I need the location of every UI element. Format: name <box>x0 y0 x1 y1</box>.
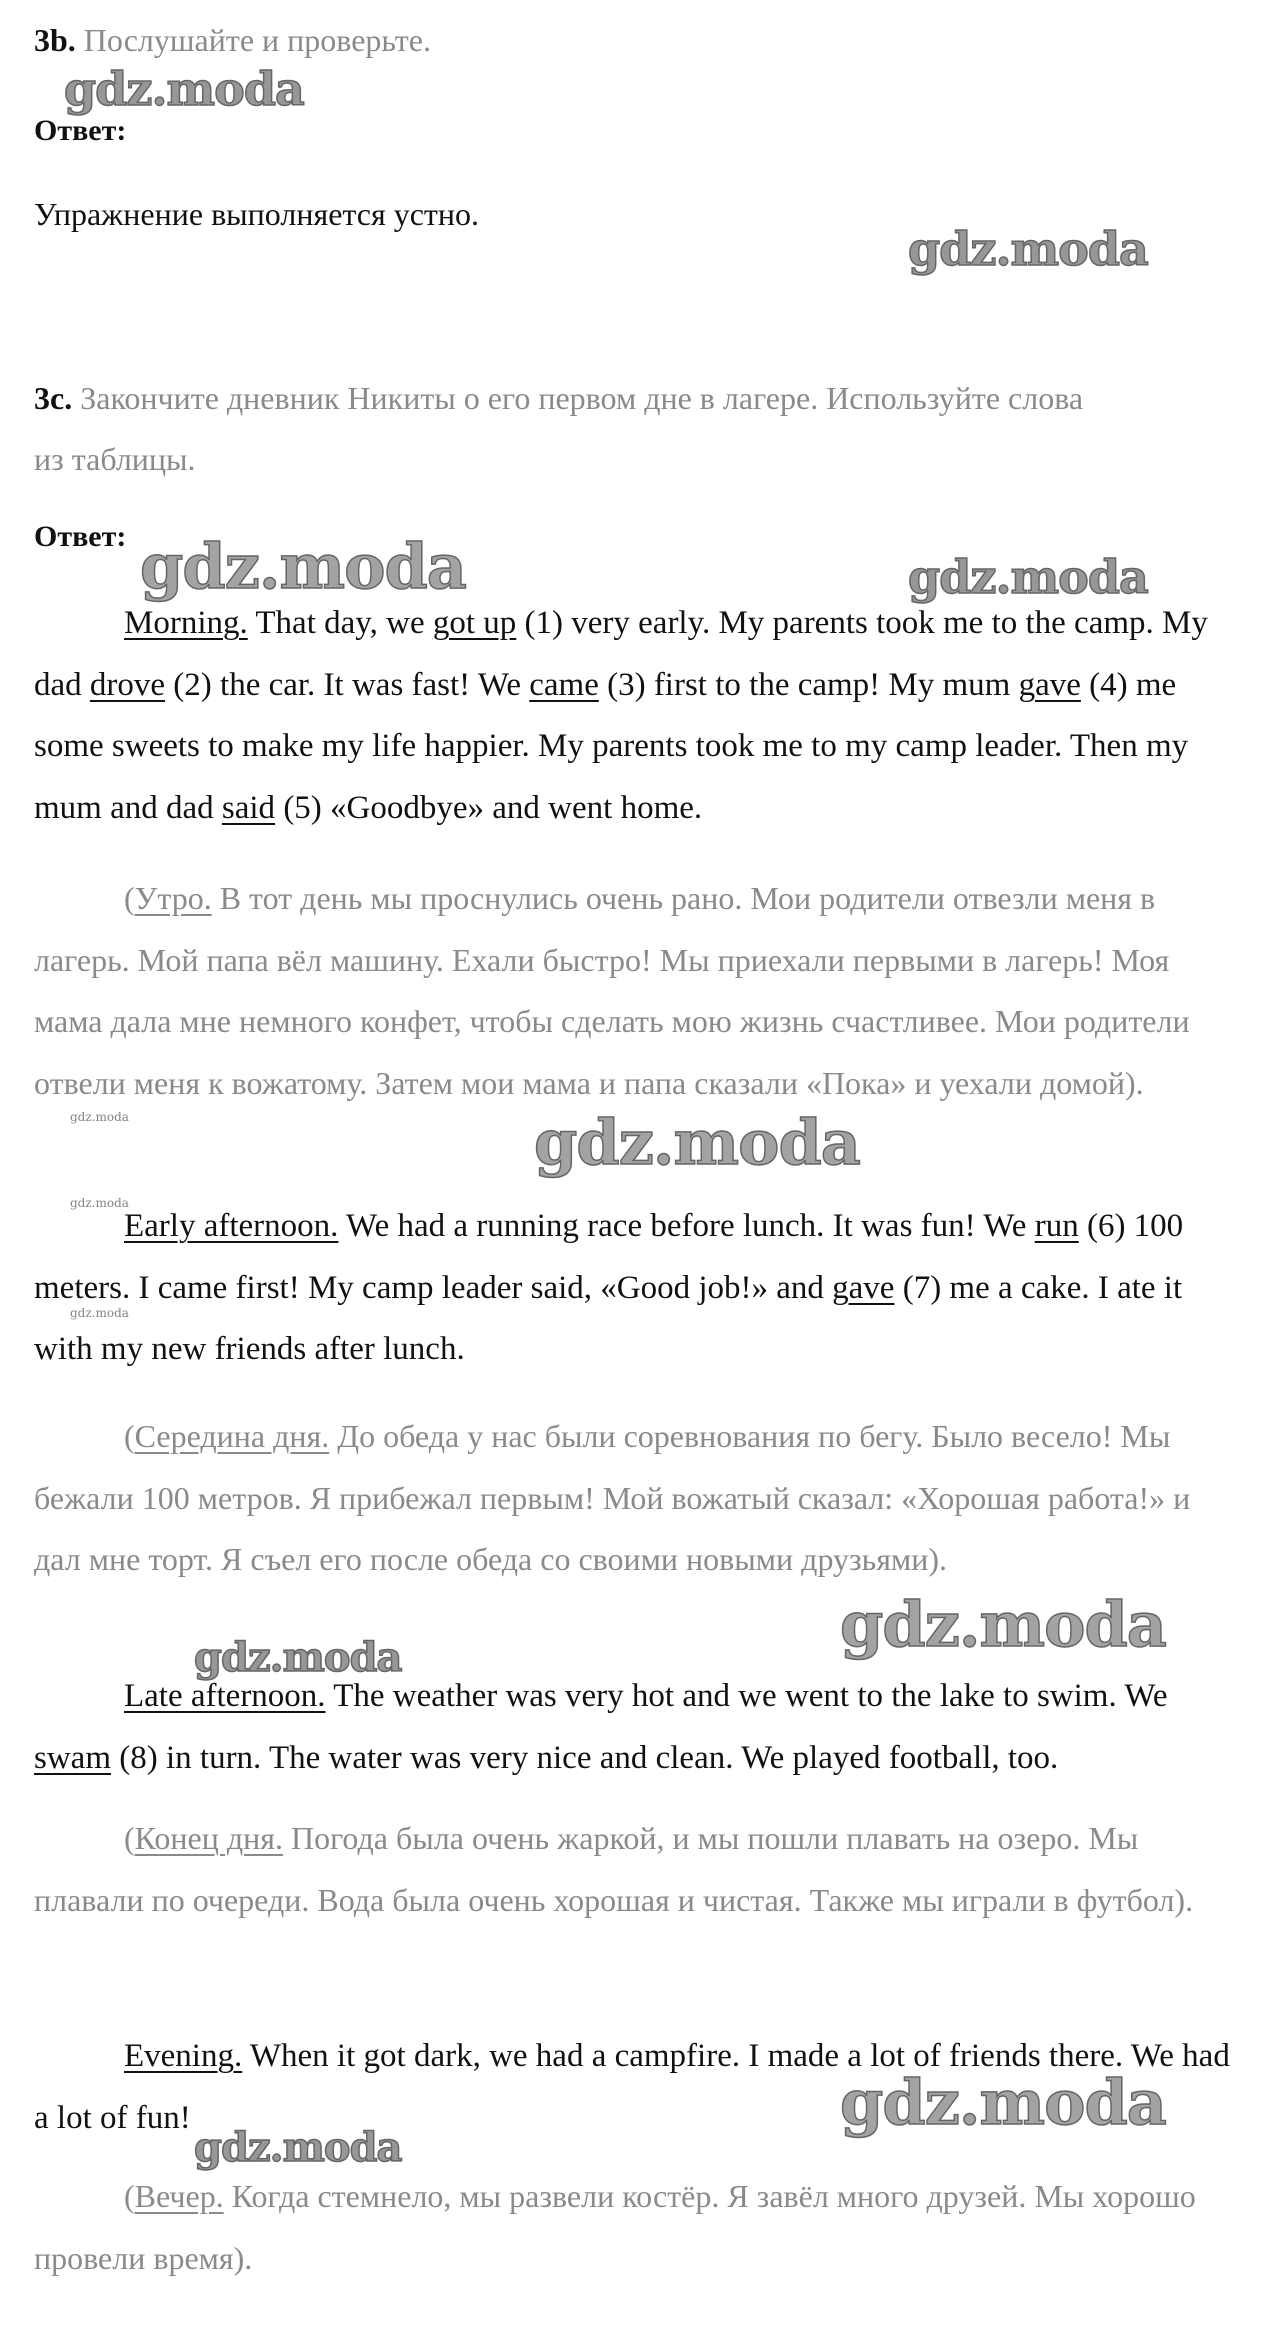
text: До обеда у нас были соревнования по бегу. Было весело! Мы бежали 100 метров. Я прибежал первым! Мой вожатый сказал: «Хорошая работа!» и дал мне торт. Я съел его после обеда со своими новыми друзьями). <box>34 1418 1191 1577</box>
answer-label: Ответ: <box>34 114 127 147</box>
task-text: Послушайте и проверьте. <box>83 22 431 58</box>
section-title: Morning. <box>124 605 248 641</box>
answer-word: gave <box>1018 666 1081 703</box>
answer-word: said <box>221 789 276 826</box>
text: (3) first to the camp! My mum <box>598 666 1019 703</box>
paragraph-morning-translation <box>34 868 1234 1114</box>
watermark: gdz.moda <box>64 62 304 116</box>
answer-word: got up <box>432 605 517 641</box>
paragraph-evening-translation <box>34 2166 1234 2289</box>
answer-word: came <box>529 666 599 703</box>
text: Когда стемнело, мы развели костёр. Я завёл много друзей. Мы хорошо провели время). <box>34 2178 1196 2276</box>
text: (4) me some sweets to make my life happier. My parents took me to my camp leader. Then my mum and dad <box>34 666 1189 826</box>
text: (5) «Goodbye» and went home. <box>275 789 703 826</box>
text: ( <box>124 1820 135 1856</box>
text: (8) in turn. The water was very nice and clean. We played football, too. <box>111 1739 1059 1776</box>
text: (2) the car. It was fast! We <box>165 666 530 703</box>
watermark: gdz.moda <box>70 1110 129 1124</box>
paragraph-early-afternoon-translation <box>34 1406 1234 1591</box>
section-title: Вечер. <box>134 2178 224 2214</box>
text: That day, we <box>247 605 433 641</box>
task-text-2: из таблицы. <box>34 441 196 477</box>
task-3b <box>34 20 431 60</box>
answer-word: run <box>1034 1208 1079 1244</box>
paragraph-late-afternoon <box>34 1666 1234 1789</box>
text: (7) me a cake. I ate it with my new friends after lunch. <box>34 1269 1183 1367</box>
task-number: 3c. <box>34 380 73 416</box>
watermark: gdz.moda <box>194 2124 402 2171</box>
text: Погода была очень жаркой, и мы пошли плавать на озеро. Мы плавали по очереди. Вода была очень хорошая и чистая. Также мы играли в футбол). <box>34 1820 1194 1918</box>
watermark: gdz.moda <box>908 222 1148 276</box>
text: В тот день мы проснулись очень рано. Мои родители отвезли меня в лагерь. Мой папа вёл машину. Ехали быстро! Мы приехали первыми в лагерь! Моя мама дала мне немного конфет, чтобы сделать мою жизнь счастливее. Мои родители отвели меня к вожатому. Затем мои мама и папа сказали «Пока» и уехали домой). <box>34 880 1190 1101</box>
text: When it got dark, we had a campfire. I made a lot of friends there. We had a lot of fun! <box>34 2038 1230 2136</box>
answer-word: gave <box>832 1269 895 1306</box>
answer-word: swam <box>34 1739 111 1776</box>
text: (1) very early. My parents took me to the camp. My dad <box>34 605 1208 703</box>
watermark: gdz.moda <box>70 1196 129 1210</box>
text: ( <box>124 880 135 916</box>
text: We had a running race before lunch. It was fun! We <box>338 1208 1035 1244</box>
answer-text: Упражнение выполняется устно. <box>34 196 479 232</box>
text: ( <box>124 2178 135 2214</box>
answer-label: Ответ: <box>34 520 127 553</box>
watermark: gdz.moda <box>840 2066 1166 2139</box>
task-text: Закончите дневник Никиты о его первом дне в лагере. Используйте слова <box>80 380 1084 416</box>
text: The weather was very hot and we went to the lake to swim. We <box>325 1678 1168 1714</box>
text: (6) 100 meters. I came first! My camp leader said, «Good job!» and <box>34 1208 1184 1306</box>
section-title: Конец дня. <box>134 1820 283 1856</box>
paragraph-late-afternoon-translation <box>34 1808 1234 1931</box>
section-title: Середина дня. <box>134 1418 330 1454</box>
section-title: Утро. <box>134 880 212 916</box>
paragraph-morning <box>34 593 1234 839</box>
watermark: gdz.moda <box>908 550 1148 604</box>
section-title: Late afternoon. <box>124 1678 326 1714</box>
task-3c <box>34 368 1254 490</box>
text: ( <box>124 1418 135 1454</box>
watermark: gdz.moda <box>840 1588 1166 1661</box>
watermark: gdz.moda <box>194 1634 402 1681</box>
section-title: Early afternoon. <box>124 1208 339 1244</box>
watermark: gdz.moda <box>70 1306 129 1320</box>
section-title: Evening. <box>124 2038 243 2074</box>
watermark: gdz.moda <box>534 1106 860 1179</box>
task-number: 3b. <box>34 22 76 58</box>
paragraph-early-afternoon <box>34 1196 1234 1381</box>
watermark: gdz.moda <box>140 530 466 603</box>
answer-word: drove <box>89 666 166 703</box>
